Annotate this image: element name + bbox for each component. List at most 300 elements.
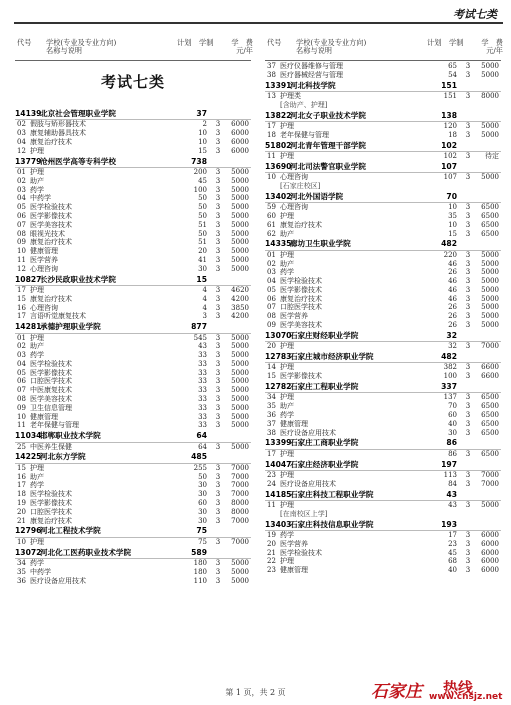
major-code: 20	[17, 507, 26, 516]
major-code: 19	[267, 530, 276, 539]
major-name: 药学	[30, 351, 44, 360]
school-code: 14047	[265, 459, 292, 469]
major-fee: 6500	[481, 402, 499, 411]
major-code: 18	[17, 490, 26, 499]
major-row	[15, 265, 251, 274]
major-fee: 7000	[231, 463, 249, 472]
major-row	[265, 203, 501, 212]
school-plan: 197	[441, 459, 457, 469]
school-row	[265, 110, 501, 122]
major-system: 3	[215, 247, 221, 256]
major-plan: 15	[448, 229, 457, 238]
major-row	[265, 277, 501, 286]
major-name: [含助产、护理]	[280, 100, 328, 109]
note-row	[265, 182, 501, 191]
major-code: 03	[17, 129, 26, 138]
major-fee: 5000	[481, 62, 499, 70]
major-row	[265, 62, 501, 71]
major-code: 34	[267, 393, 276, 402]
major-system: 3	[215, 220, 221, 229]
school-plan: 102	[441, 140, 457, 150]
major-row	[265, 286, 501, 295]
school-row	[265, 80, 501, 92]
major-system: 3	[465, 130, 471, 139]
school-code: 13822	[265, 110, 292, 120]
major-fee: 6500	[481, 449, 499, 458]
major-name: 护理	[280, 151, 294, 160]
major-name: 假肢与矫形器技术	[30, 120, 86, 129]
major-name: 医学检验技术	[280, 548, 322, 557]
major-row	[15, 334, 251, 343]
major-plan: 45	[198, 176, 207, 185]
school-row	[15, 108, 251, 120]
major-code: 07	[267, 303, 276, 312]
school-row	[265, 519, 501, 531]
major-code: 06	[17, 211, 26, 220]
major-code: 11	[267, 500, 276, 509]
major-name: 医学影像技术	[30, 499, 72, 508]
school-name: 长沙民政职业技术学院	[40, 274, 116, 284]
major-code: 36	[267, 411, 276, 420]
major-system: 3	[215, 211, 221, 220]
major-fee: 7000	[231, 516, 249, 525]
major-code: 21	[17, 516, 26, 525]
major-system: 3	[465, 557, 471, 566]
major-name: 健康管理	[30, 247, 58, 256]
major-plan: 200	[193, 167, 207, 176]
major-system: 3	[215, 294, 221, 303]
major-system: 3	[215, 507, 221, 516]
school-name: 河北科技学院	[290, 80, 336, 90]
major-row	[15, 238, 251, 247]
major-code: 15	[267, 372, 276, 381]
major-code: 18	[267, 130, 276, 139]
major-plan: 46	[448, 277, 457, 286]
major-name: 助产	[30, 176, 44, 185]
major-name: 药学	[280, 268, 294, 277]
watermark-brand: 石家庄	[371, 682, 422, 702]
major-name: 护理	[280, 500, 294, 509]
major-row	[265, 131, 501, 140]
major-plan: 33	[198, 412, 207, 421]
school-plan: 482	[441, 239, 457, 249]
column-header-rule	[265, 60, 501, 61]
major-name: 护理	[280, 250, 294, 259]
major-system: 3	[465, 342, 471, 351]
major-code: 01	[17, 167, 26, 176]
major-code: 17	[17, 285, 26, 294]
major-plan: 75	[198, 537, 207, 546]
major-system: 3	[215, 146, 221, 155]
major-system: 3	[465, 151, 471, 160]
school-code: 13391	[265, 80, 292, 90]
school-name: 石家庄科技工程职业学院	[290, 489, 374, 499]
major-system: 3	[465, 250, 471, 259]
major-name: 心理咨询	[30, 264, 58, 273]
major-fee: 5000	[481, 285, 499, 294]
major-fee: 8000	[481, 91, 499, 100]
major-code: 09	[17, 403, 26, 412]
major-system: 3	[465, 220, 471, 229]
major-system: 3	[465, 471, 471, 479]
major-plan: 4	[202, 303, 207, 312]
major-row	[265, 372, 501, 381]
major-fee: 4200	[231, 312, 249, 321]
major-system: 3	[465, 363, 471, 372]
major-fee: 6000	[481, 566, 499, 575]
major-name: 医学影像技术	[280, 372, 322, 381]
major-plan: 180	[193, 567, 207, 576]
major-row	[15, 577, 251, 586]
major-code: 17	[17, 312, 26, 321]
page-footer: 第 1 页，共 2 页	[225, 688, 286, 697]
major-plan: 545	[193, 333, 207, 342]
header-fee: 学 费 元/年	[231, 38, 253, 55]
major-code: 10	[17, 537, 26, 546]
school-row	[15, 525, 251, 537]
major-plan: 33	[198, 386, 207, 395]
major-code: 17	[17, 481, 26, 490]
watermark-hot: 热线	[443, 679, 474, 697]
major-system: 3	[465, 402, 471, 411]
major-name: 药学	[280, 411, 294, 420]
major-code: 10	[267, 173, 276, 182]
major-code: 06	[267, 294, 276, 303]
major-code: 61	[267, 220, 276, 229]
major-fee: 5000	[231, 194, 249, 203]
major-name: 医疗设备应用技术	[280, 428, 336, 437]
school-row	[265, 489, 501, 501]
major-plan: 43	[448, 500, 457, 509]
major-fee: 5000	[231, 247, 249, 256]
school-name: 石家庄财经职业学院	[290, 330, 359, 340]
major-row	[265, 411, 501, 420]
school-code: 13690	[265, 161, 292, 171]
major-fee: 6600	[481, 363, 499, 372]
major-plan: 3	[202, 312, 207, 321]
school-row	[15, 547, 251, 559]
major-code: 12	[17, 146, 26, 155]
major-row	[265, 557, 501, 566]
major-row	[265, 212, 501, 221]
school-plan: 138	[441, 110, 457, 120]
major-fee: 5000	[231, 351, 249, 360]
major-plan: 137	[443, 393, 457, 402]
school-name: 河北外国语学院	[290, 191, 344, 201]
major-fee: 5000	[231, 403, 249, 412]
major-row	[15, 304, 251, 313]
school-name: 河北化工医药职业技术学院	[40, 547, 132, 557]
major-plan: 86	[448, 449, 457, 458]
major-row	[15, 473, 251, 482]
major-row	[15, 538, 251, 547]
major-system: 3	[215, 499, 221, 508]
major-row	[15, 377, 251, 386]
major-code: 34	[17, 559, 26, 567]
major-fee: 6000	[481, 557, 499, 566]
major-row	[265, 420, 501, 429]
major-row	[265, 312, 501, 321]
major-fee: 5000	[231, 386, 249, 395]
school-name: 河北工程技术学院	[40, 526, 101, 536]
major-row	[15, 464, 251, 473]
major-plan: 18	[448, 130, 457, 139]
school-code: 14281	[15, 322, 42, 332]
major-code: 11	[17, 421, 26, 430]
school-plan: 64	[196, 431, 207, 441]
major-fee: 5000	[481, 250, 499, 259]
major-code: 12	[17, 264, 26, 273]
header-plan: 计划	[427, 38, 442, 47]
major-code: 59	[267, 203, 276, 212]
major-fee: 6500	[481, 229, 499, 238]
header-code: 代号	[17, 38, 32, 47]
major-code: 08	[17, 395, 26, 404]
major-fee: 7000	[231, 481, 249, 490]
major-name: 护理	[280, 121, 294, 130]
major-code: 01	[17, 333, 26, 342]
school-plan: 485	[191, 452, 207, 462]
major-row	[265, 363, 501, 372]
major-plan: 10	[448, 203, 457, 212]
major-fee: 6500	[481, 220, 499, 229]
major-plan: 10	[198, 129, 207, 138]
left-rows	[15, 108, 251, 585]
major-plan: 382	[443, 363, 457, 372]
major-code: 09	[17, 238, 26, 247]
major-name: 医学影像技术	[30, 368, 72, 377]
major-plan: 68	[448, 557, 457, 566]
major-system: 3	[215, 194, 221, 203]
major-name: 护理	[280, 557, 294, 566]
header-code: 代号	[267, 38, 282, 47]
major-row	[265, 321, 501, 330]
major-row	[15, 395, 251, 404]
major-system: 3	[215, 229, 221, 238]
major-code: 62	[267, 229, 276, 238]
major-fee: 5000	[231, 167, 249, 176]
major-system: 3	[465, 419, 471, 428]
school-name: 石家庄工商职业学院	[290, 438, 359, 448]
watermark-url: www.cnsjz.net	[429, 692, 503, 702]
major-system: 3	[215, 490, 221, 499]
major-system: 3	[215, 351, 221, 360]
school-plan: 107	[441, 161, 457, 171]
major-plan: 33	[198, 377, 207, 386]
major-system: 3	[465, 321, 471, 330]
major-plan: 33	[198, 359, 207, 368]
major-plan: 120	[443, 121, 457, 130]
column-header	[15, 38, 251, 60]
major-plan: 50	[198, 194, 207, 203]
major-system: 3	[215, 120, 221, 129]
major-code: 36	[17, 576, 26, 585]
major-fee: 5000	[231, 264, 249, 273]
major-name: 医学营养	[280, 312, 308, 321]
major-name: 中药学	[30, 567, 51, 576]
school-plan: 193	[441, 519, 457, 529]
major-system: 3	[215, 412, 221, 421]
school-plan: 482	[441, 352, 457, 362]
school-row	[265, 381, 501, 393]
major-row	[15, 177, 251, 186]
major-fee: 6500	[481, 203, 499, 212]
major-system: 3	[215, 129, 221, 138]
major-row	[15, 168, 251, 177]
school-name: 廊坊卫生职业学院	[290, 239, 351, 249]
major-name: 健康管理	[30, 412, 58, 421]
major-row	[15, 256, 251, 265]
major-row	[265, 260, 501, 269]
major-code: 38	[267, 70, 276, 79]
school-plan: 738	[191, 156, 207, 166]
major-system: 3	[215, 463, 221, 472]
major-row	[265, 549, 501, 558]
school-code: 13403	[265, 519, 292, 529]
major-name: 康复治疗技术	[30, 137, 72, 146]
major-system: 3	[465, 121, 471, 130]
school-row	[265, 161, 501, 173]
major-row	[15, 404, 251, 413]
major-plan: 60	[198, 499, 207, 508]
major-plan: 33	[198, 368, 207, 377]
major-fee: 5000	[231, 359, 249, 368]
major-row	[265, 221, 501, 230]
school-code: 14335	[265, 239, 292, 249]
school-name: 石家庄工程职业学院	[290, 382, 359, 392]
major-name: [石家庄校区]	[280, 181, 321, 190]
major-fee: 5000	[231, 395, 249, 404]
major-fee: 5000	[481, 121, 499, 130]
major-plan: 54	[448, 70, 457, 79]
major-plan: 45	[448, 548, 457, 557]
school-code: 12796	[15, 526, 42, 536]
major-system: 3	[215, 567, 221, 576]
major-system: 3	[215, 264, 221, 273]
school-row	[265, 459, 501, 471]
major-system: 3	[215, 472, 221, 481]
major-fee: 5000	[231, 567, 249, 576]
school-code: 14225	[15, 452, 42, 462]
major-fee: 5000	[231, 421, 249, 430]
major-fee: 7000	[481, 342, 499, 351]
major-system: 3	[215, 303, 221, 312]
school-code: 12782	[265, 382, 292, 392]
major-name: 护理	[30, 463, 44, 472]
major-plan: 32	[448, 342, 457, 351]
major-fee: 7000	[231, 537, 249, 546]
major-name: 护理	[30, 333, 44, 342]
major-code: 25	[17, 442, 26, 451]
major-row	[265, 342, 501, 351]
major-plan: 113	[443, 471, 457, 479]
major-code: 04	[267, 277, 276, 286]
major-plan: 50	[198, 211, 207, 220]
major-name: 心理咨询	[280, 203, 308, 212]
school-plan: 32	[446, 330, 457, 340]
major-row	[265, 71, 501, 80]
major-name: 医疗仪器维修与管理	[280, 62, 343, 70]
major-system: 3	[215, 442, 221, 451]
major-row	[15, 443, 251, 452]
major-row	[15, 120, 251, 129]
major-row	[15, 508, 251, 517]
column-header	[265, 38, 501, 60]
major-code: 03	[267, 268, 276, 277]
major-fee: 5000	[231, 220, 249, 229]
major-name: 医学美容技术	[280, 321, 322, 330]
major-system: 3	[465, 566, 471, 575]
major-fee: 待定	[485, 151, 499, 160]
major-fee: 5000	[481, 268, 499, 277]
major-code: 07	[17, 220, 26, 229]
major-row	[15, 351, 251, 360]
major-plan: 30	[198, 507, 207, 516]
major-plan: 26	[448, 321, 457, 330]
major-plan: 220	[443, 250, 457, 259]
major-plan: 64	[198, 442, 207, 451]
major-code: 04	[17, 194, 26, 203]
major-code: 16	[17, 472, 26, 481]
major-name: 医学营养	[30, 255, 58, 264]
major-name: 康复治疗技术	[30, 516, 72, 525]
major-name: 康复治疗技术	[30, 294, 72, 303]
major-row	[265, 152, 501, 161]
major-system: 3	[465, 259, 471, 268]
major-plan: 43	[198, 342, 207, 351]
major-name: 卫生信息管理	[30, 403, 72, 412]
major-code: 08	[267, 312, 276, 321]
major-fee: 5000	[231, 377, 249, 386]
major-system: 3	[215, 359, 221, 368]
major-fee: 6500	[481, 393, 499, 402]
major-row	[265, 122, 501, 131]
major-fee: 5000	[481, 321, 499, 330]
major-system: 3	[465, 285, 471, 294]
major-row	[265, 173, 501, 182]
major-code: 21	[267, 548, 276, 557]
major-plan: 51	[198, 238, 207, 247]
major-fee: 5000	[231, 559, 249, 567]
major-fee: 8000	[231, 507, 249, 516]
major-system: 3	[465, 393, 471, 402]
school-name: 承德护理职业学院	[40, 322, 101, 332]
major-plan: 46	[448, 285, 457, 294]
school-row	[265, 437, 501, 449]
major-system: 3	[465, 277, 471, 286]
major-fee: 5000	[231, 368, 249, 377]
major-system: 3	[465, 428, 471, 437]
school-code: 13070	[265, 330, 292, 340]
major-row	[15, 247, 251, 256]
school-code: 12783	[265, 352, 292, 362]
major-code: 22	[267, 557, 276, 566]
major-name: 助产	[30, 472, 44, 481]
major-fee: 6000	[231, 120, 249, 129]
major-row	[265, 480, 501, 489]
major-row	[265, 501, 501, 510]
major-system: 3	[215, 481, 221, 490]
school-row	[265, 351, 501, 363]
section-title: 考试七类	[100, 73, 165, 91]
major-fee: 6000	[231, 137, 249, 146]
major-code: 13	[267, 91, 276, 100]
major-plan: 30	[198, 490, 207, 499]
major-plan: 151	[443, 91, 457, 100]
major-name: 护理	[280, 342, 294, 351]
major-code: 60	[267, 211, 276, 220]
major-name: 护理	[30, 167, 44, 176]
